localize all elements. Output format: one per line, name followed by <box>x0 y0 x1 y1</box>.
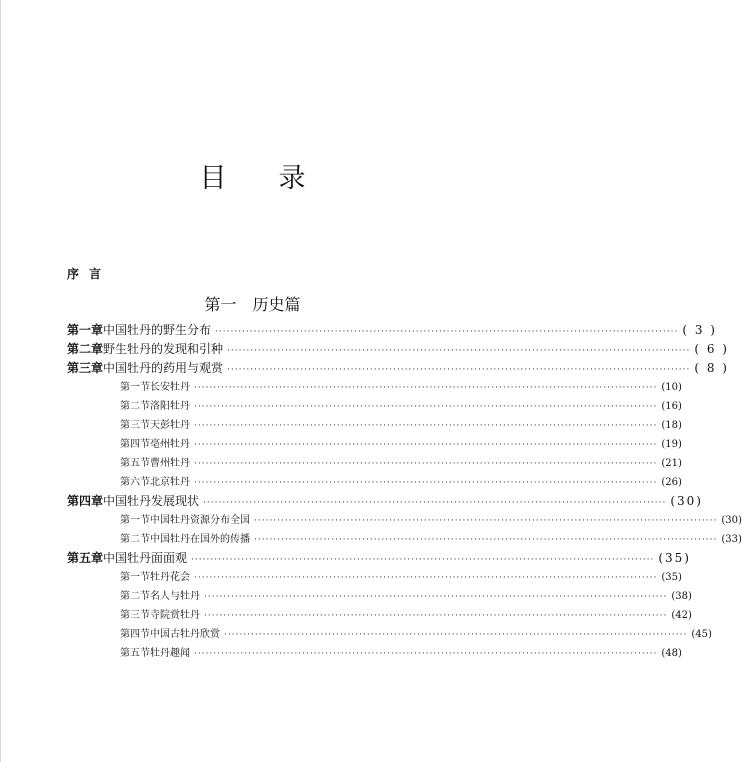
toc-chapter-row[interactable] <box>67 492 703 509</box>
toc-entry-page: (16) <box>661 401 682 412</box>
toc-entry-number: 第一节 <box>120 572 150 583</box>
toc-entry-label: 中国牡丹在国外的传播 <box>150 534 250 545</box>
toc-leader-dots: ························································································································ <box>194 573 658 583</box>
toc-entry-number: 第四节 <box>120 439 150 450</box>
toc-entry-label: 寺院赏牡丹 <box>150 610 200 621</box>
toc-entry-label: 曹州牡丹 <box>150 458 190 469</box>
toc-entry-number: 第二节 <box>120 401 150 412</box>
toc-section-row[interactable] <box>120 454 682 469</box>
toc-entry-label: 中国牡丹发展现状 <box>103 494 200 508</box>
toc-entry-page: ( 3 ) <box>682 323 717 337</box>
toc-leader-dots: ························································································································ <box>191 555 655 565</box>
toc-entry-label: 洛阳牡丹 <box>150 401 190 412</box>
toc-entry-number: 第一节 <box>120 382 150 393</box>
toc-entry-number: 第二节 <box>120 534 150 545</box>
toc-entry-page: (30) <box>721 515 742 526</box>
toc-entry-number: 第四章 <box>67 494 104 508</box>
toc-entry-number: 第三节 <box>120 610 150 621</box>
part-heading: 第一 历史篇 <box>204 295 301 314</box>
toc-leader-dots: ························································································································ <box>204 592 668 602</box>
toc-entry-label: 野生牡丹的发现和引种 <box>103 342 224 356</box>
toc-entry-page: (18) <box>661 420 682 431</box>
toc-section-row[interactable] <box>120 587 692 602</box>
toc-entry-number: 第三节 <box>120 420 150 431</box>
toc-entry-label: 中国牡丹面面观 <box>103 551 188 565</box>
toc-leader-dots: ························································································································ <box>254 535 718 545</box>
toc-entry-number: 第四节 <box>120 629 150 640</box>
toc-entry-number: 第二节 <box>120 591 150 602</box>
toc-section-row[interactable] <box>120 435 682 450</box>
toc-entry-label: 中国牡丹资源分布全国 <box>150 515 250 526</box>
toc-section-row[interactable] <box>120 606 692 621</box>
toc-entry-number: 第五节 <box>120 458 150 469</box>
page-title: 目录 <box>199 163 358 194</box>
toc-entry-page: ( 8 ) <box>694 361 729 375</box>
toc-entry-page: (45) <box>691 629 712 640</box>
toc-section-row[interactable] <box>120 511 742 526</box>
toc-leader-dots: ························································································································ <box>194 459 658 469</box>
toc-leader-dots: ························································································································ <box>224 630 688 640</box>
toc-leader-dots: ························································································································ <box>194 478 658 488</box>
toc-section-row[interactable] <box>120 416 682 431</box>
toc-chapter-row[interactable] <box>67 359 729 376</box>
toc-section-row[interactable] <box>120 473 682 488</box>
toc-entry-number: 第五章 <box>67 551 104 565</box>
toc-entry-page: (26) <box>661 477 682 488</box>
toc-entry-label: 亳州牡丹 <box>150 439 190 450</box>
toc-entry-number: 第三章 <box>67 361 104 375</box>
toc-entry-label: 长安牡丹 <box>150 382 190 393</box>
preface-entry[interactable]: 序言 <box>67 267 112 281</box>
toc-entry-page: ( 6 ) <box>694 342 729 356</box>
toc-leader-dots: ························································································································ <box>203 498 667 508</box>
toc-entry-number: 第二章 <box>67 342 104 356</box>
toc-entry-number: 第一节 <box>120 515 150 526</box>
toc-chapter-row[interactable] <box>67 549 691 566</box>
toc-entry-label: 中国牡丹的药用与观赏 <box>103 361 224 375</box>
toc-leader-dots: ························································································································ <box>204 611 668 621</box>
toc-entry-label: 天彭牡丹 <box>150 420 190 431</box>
toc-leader-dots: ························································································································ <box>194 402 658 412</box>
toc-entry-page: (10) <box>661 382 682 393</box>
toc-entry-page: (38) <box>671 591 692 602</box>
toc-entry-page: (42) <box>671 610 692 621</box>
toc-entry-page: (35) <box>658 551 691 565</box>
toc-section-row[interactable] <box>120 530 742 545</box>
toc-leader-dots: ························································································································ <box>215 327 679 337</box>
toc-leader-dots: ························································································································ <box>194 649 658 659</box>
toc-entry-label: 名人与牡丹 <box>150 591 200 602</box>
toc-section-row[interactable] <box>120 568 682 583</box>
toc-entry-label: 中国古牡丹欣赏 <box>150 629 220 640</box>
toc-chapter-row[interactable] <box>67 340 729 357</box>
toc-leader-dots: ························································································································ <box>227 346 691 356</box>
toc-entry-number: 第一章 <box>67 323 104 337</box>
toc-leader-dots: ························································································································ <box>227 365 691 375</box>
toc-entry-number: 第六节 <box>120 477 150 488</box>
toc-leader-dots: ························································································································ <box>194 383 658 393</box>
toc-leader-dots: ························································································································ <box>194 421 658 431</box>
page-edge <box>0 0 1 762</box>
toc-section-row[interactable] <box>120 625 712 640</box>
toc-entry-page: (21) <box>661 458 682 469</box>
toc-entry-page: (33) <box>721 534 742 545</box>
toc-entry-page: (35) <box>661 572 682 583</box>
toc-chapter-row[interactable] <box>67 321 717 338</box>
toc-section-row[interactable] <box>120 644 682 659</box>
toc-entry-page: (48) <box>661 648 682 659</box>
toc-section-row[interactable] <box>120 378 682 393</box>
toc-entry-number: 第五节 <box>120 648 150 659</box>
toc-entry-page: (30) <box>670 494 703 508</box>
toc-entry-label: 牡丹花会 <box>150 572 190 583</box>
toc-section-row[interactable] <box>120 397 682 412</box>
toc-leader-dots: ························································································································ <box>194 440 658 450</box>
toc-entry-page: (19) <box>661 439 682 450</box>
toc-entry-label: 牡丹趣闻 <box>150 648 190 659</box>
toc-entry-label: 中国牡丹的野生分布 <box>103 323 212 337</box>
toc-entry-label: 北京牡丹 <box>150 477 190 488</box>
toc-leader-dots: ························································································································ <box>254 516 718 526</box>
